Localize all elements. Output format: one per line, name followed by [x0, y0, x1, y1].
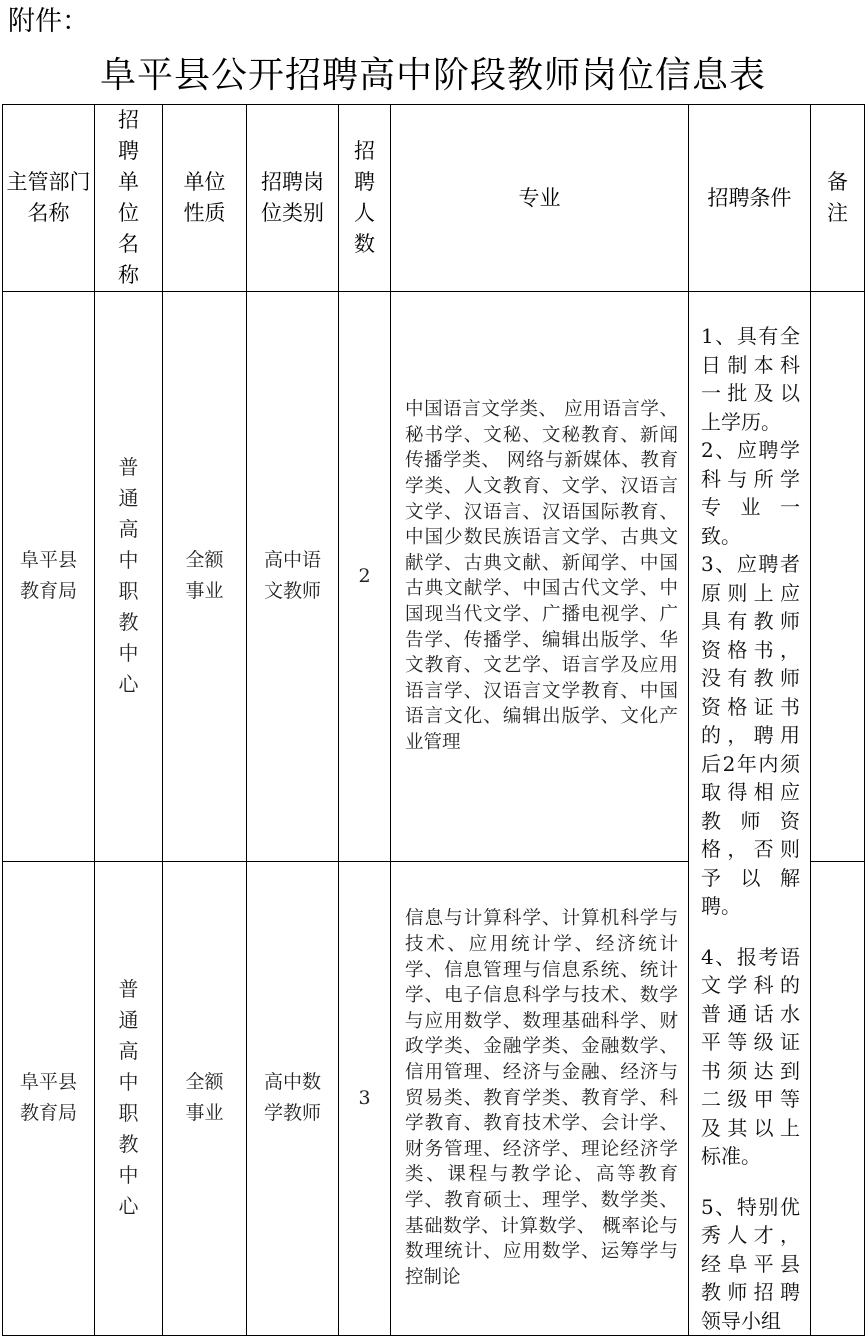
condition-item-5: 5、特别优秀人才，经阜平县教师招聘领导小组: [701, 1194, 800, 1333]
row2-dept: 阜平县教育局: [3, 861, 95, 1335]
header-dept: 主管部门名称: [3, 105, 95, 292]
header-unit: 招聘单位名称: [95, 105, 163, 292]
condition-item-2: 2、应聘学科与所学专业一致。: [701, 438, 800, 548]
header-count: 招聘人数: [339, 105, 391, 292]
condition-item-1: 1、具有全日制本科一批及以上学历。: [701, 324, 800, 434]
row1-remark: [811, 292, 865, 862]
row2-post: 高中数学教师: [247, 861, 339, 1335]
page-title: 阜平县公开招聘高中阶段教师岗位信息表: [99, 55, 766, 96]
row1-post: 高中语文教师: [247, 292, 339, 862]
row2-remark: [811, 861, 865, 1335]
row2-nature: 全额事业: [163, 861, 247, 1335]
header-conditions: 招聘条件: [689, 105, 811, 292]
header-nature: 单位性质: [163, 105, 247, 292]
row1-major: 中国语言文学类、 应用语言学、秘书学、文秘、文秘教育、新闻传播学类、 网络与新媒体、教育学类、人文教育、文学、汉语言文学、汉语言、汉语国际教育、中国少数民族语言文学、古典文献学、古典文献、新闻学、中国古典文献学、中国古代文学、中国现当代文学、广播电视学、广告学、传播学、编辑出版学、华文教育、文艺学、语言学及应用语言学、汉语言文学教育、中国语言文化、编辑出版学、文化产业管理: [391, 292, 689, 862]
row1-dept: 阜平县教育局: [3, 292, 95, 862]
job-info-table: [2, 104, 865, 1336]
condition-item-4: 4、报考语文学科的普通话水平等级证书须达到二级甲等及其以上标准。: [701, 944, 800, 1168]
conditions-cell: [689, 292, 811, 1336]
table-row: [3, 292, 865, 862]
row2-unit: 普通高中职教中心: [95, 861, 163, 1335]
header-post: 招聘岗位类别: [247, 105, 339, 292]
header-major: 专业: [391, 105, 689, 292]
row1-count: 2: [339, 292, 391, 862]
row1-nature: 全额事业: [163, 292, 247, 862]
header-row: [3, 105, 865, 292]
row2-major: 信息与计算科学、计算机科学与技术、应用统计学、经济统计学、信息管理与信息系统、统计学、电子信息科学与技术、数学与应用数学、数理基础科学、财政学类、金融学类、金融数学、信用管理、经济与金融、经济与贸易类、教育学类、教育学、科学教育、教育技术学、会计学、财务管理、经济学、理论经济学类、课程与教学论、高等教育学、教育硕士、理学、数学类、基础数学、计算数学、 概率论与数理统计、应用数学、运筹学与控制论: [391, 861, 689, 1335]
attachment-label: 附件：: [8, 6, 89, 37]
row1-unit: 普通高中职教中心: [95, 292, 163, 862]
condition-item-3: 3、应聘者原则上应具有教师资格书，没有教师资格证书的，聘用后2年内须取得相应教师资格，否则予以解聘。: [701, 552, 800, 918]
row2-count: 3: [339, 861, 391, 1335]
header-remark: 备注: [811, 105, 865, 292]
